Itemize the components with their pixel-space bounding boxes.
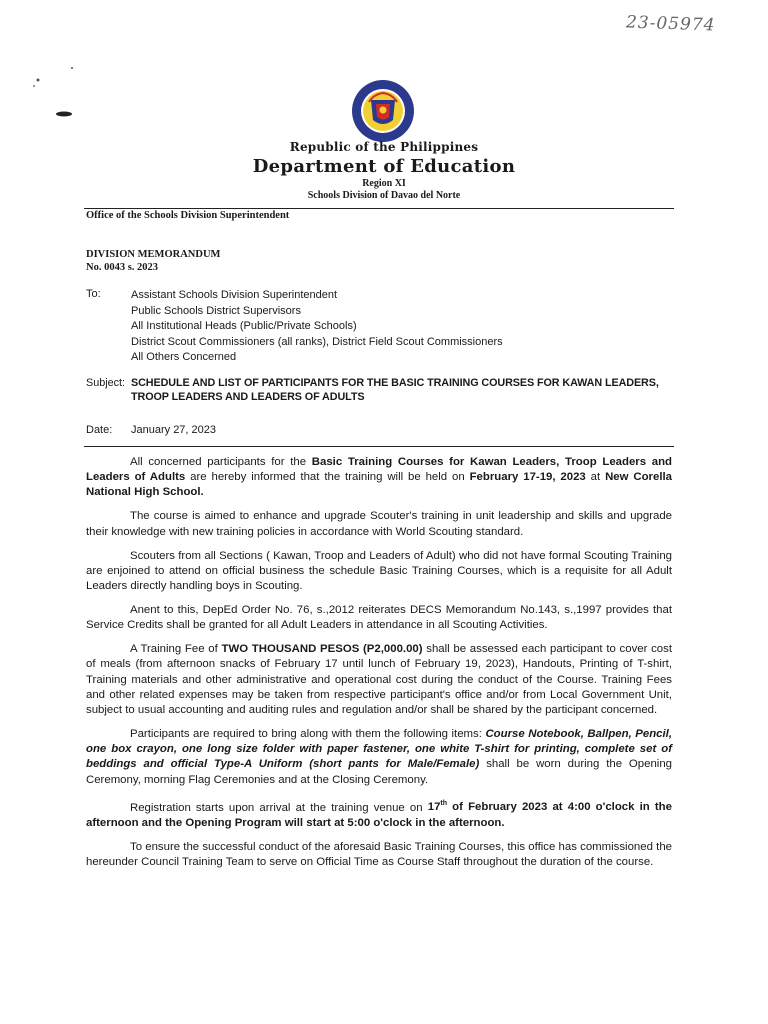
- to-label: To:: [86, 288, 101, 300]
- memo-date: January 27, 2023: [131, 424, 217, 436]
- paragraph-venue: All concerned participants for the Basic Training Courses for Kawan Leaders, Troop Leaders and Leaders of Adults are hereby informed that the training will be held on February 17-19, 2023 at New Corella National High School.: [86, 456, 672, 499]
- subject-label: Subject:: [86, 377, 126, 389]
- paragraph-registration: Registration starts upon arrival at the training venue on 17th of February 2023 at 4:00 o'clock in the afternoon and the Opening Program will start at 5:00 o'clock in the afternoon.: [86, 800, 672, 829]
- recipient-item: Assistant Schools Division Superintendent: [131, 289, 338, 301]
- subject-line-2: TROOP LEADERS AND LEADERS OF ADULTS: [131, 391, 365, 403]
- division-heading: Schools Division of Davao del Norte: [307, 190, 461, 201]
- memo-body: [86, 455, 672, 879]
- memo-id-block: [86, 248, 220, 274]
- republic-heading: Republic of the Philippines: [289, 140, 479, 154]
- letterhead: [0, 140, 768, 201]
- memo-title: DIVISION MEMORANDUM: [86, 249, 221, 260]
- paragraph-items: Participants are required to bring along with them the following items: Course Notebook, Ballpen, Pencil, one box crayon, one long size folder with paper fastener, one white T-shirt for printing, complete set of beddings and official Type-A Uniform (short pants for Male/Female) shall be worn during the Opening Ceremony, morning Flag Ceremonies and at the Closing Ceremony.: [86, 728, 672, 786]
- department-heading: Department of Education: [252, 156, 516, 177]
- paragraph-participants: Scouters from all Sections ( Kawan, Troop and Leaders of Adult) who did not have formal Scouting Training are enjoined to attend on official business the schedule Basic Training Courses, which is a requisite for all Adult Leaders directly handling boys in Scouting.: [86, 549, 672, 593]
- recipient-item: All Others Concerned: [131, 351, 237, 363]
- recipient-item: Public Schools District Supervisors: [131, 304, 301, 317]
- scan-specks: [20, 60, 80, 130]
- recipient-item: District Scout Commissioners (all ranks), District Field Scout Commissioners: [131, 335, 503, 348]
- office-line: Office of the Schools Division Superintendent: [86, 210, 290, 221]
- paragraph-service-credits: Anent to this, DepEd Order No. 76, s.,2012 reiterates DECS Memorandum No.143, s.,1997 provides that Service Credits shall be granted for all Adult Leaders in attendance in all Scouting Activities.: [86, 604, 672, 632]
- date-divider: [84, 446, 674, 447]
- recipient-item: All Institutional Heads (Public/Private Schools): [131, 320, 357, 332]
- paragraph-aim: The course is aimed to enhance and upgrade Scouter's training in unit leadership and skills and upgrade their knowledge with new training policies in accordance with World Scouting standard.: [86, 510, 672, 538]
- region-heading: Region XI: [362, 178, 406, 189]
- recipient-list: [131, 288, 503, 366]
- paragraph-training-fee: A Training Fee of TWO THOUSAND PESOS (P2,000.00) shall be assessed each participant to cover cost of meals (from afternoon snacks of February 17 until lunch of February 19, 2023), Handouts, Printing of T-shirt, Training materials and other administrative and operational cost during the conduct of the Course. Training Fees and other related expenses may be taken from respective participant's office and/or from Local Government Unit, subject to usual accounting and auditing rules and regulation and/or shall be shared by the participant concerned.: [86, 643, 672, 717]
- subject-line-1: SCHEDULE AND LIST OF PARTICIPANTS FOR THE BASIC TRAINING COURSES FOR KAWAN LEADERS,: [131, 377, 659, 389]
- memo-number: No. 0043 s. 2023: [86, 262, 159, 273]
- handwritten-document-number: 23-05974: [625, 12, 716, 36]
- date-label: Date:: [86, 424, 113, 436]
- header-divider: [84, 208, 674, 209]
- paragraph-course-staff: To ensure the successful conduct of the aforesaid Basic Training Courses, this office has commissioned the hereunder Council Training Team to serve on Official Time as Course Staff throughout the duration of the course.: [86, 840, 672, 868]
- subject-text: [131, 376, 691, 404]
- deped-seal-icon: [350, 78, 416, 144]
